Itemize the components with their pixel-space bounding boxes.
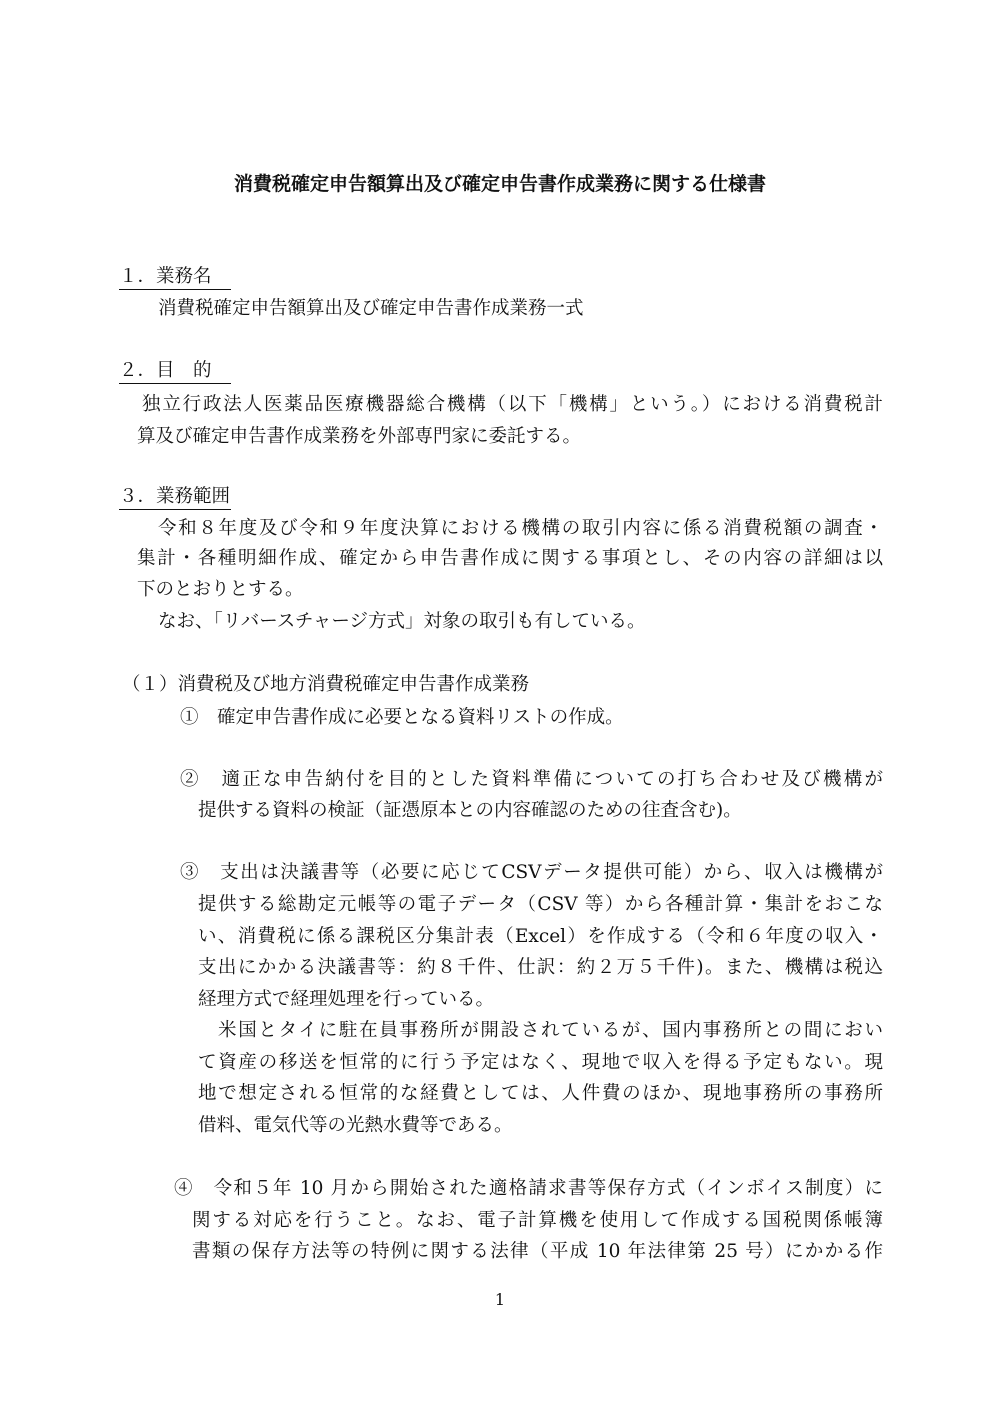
paragraph-line: 令和８年度及び令和９年度決算における機構の取引内容に係る消費税額の調査・ <box>158 518 883 539</box>
list-item-continuation: 米国とタイに駐在員事務所が開設されているが、国内事務所との間におい <box>218 1020 883 1041</box>
list-item: ② 適正な申告納付を目的とした資料準備についての打ち合わせ及び機構が <box>180 769 883 790</box>
paragraph-line: 算及び確定申告書作成業務を外部専門家に委託する。 <box>137 426 582 447</box>
paragraph-line: なお、「リバースチャージ方式」対象の取引も有している。 <box>158 611 646 632</box>
list-item-continuation: い、消費税に係る課税区分集計表（Excel）を作成する（令和６年度の収入・ <box>198 926 883 947</box>
list-item: ① 確定申告書作成に必要となる資料リストの作成。 <box>180 707 624 728</box>
list-item-continuation: 経理方式で経理処理を行っている。 <box>198 989 495 1010</box>
page-number: 1 <box>494 1290 506 1309</box>
section-body-business-name: 消費税確定申告額算出及び確定申告書作成業務一式 <box>158 298 584 319</box>
list-item: ④ 令和５年 10 月から開始された適格請求書等保存方式（インボイス制度）に <box>174 1178 883 1199</box>
document-title: 消費税確定申告額算出及び確定申告書作成業務に関する仕様書 <box>233 173 766 195</box>
section-heading-business-name: １．業務名 <box>119 268 231 290</box>
list-item-continuation: 借料、電気代等の光熱水費等である。 <box>198 1115 513 1136</box>
list-item-continuation: 地で想定される恒常的な経費としては、人件費のほか、現地事務所の事務所 <box>198 1083 883 1104</box>
section-heading-purpose: ２．目 的 <box>119 362 231 384</box>
list-item-continuation: 支出にかかる決議書等：約８千件、仕訳：約２万５千件)。また、機構は税込 <box>198 957 883 978</box>
list-item: ③ 支出は決議書等（必要に応じてCSVデータ提供可能）から、収入は機構が <box>180 862 883 883</box>
section-heading-scope: ３．業務範囲 <box>119 488 231 510</box>
paragraph-line: 独立行政法人医薬品医療機器総合機構（以下「機構」という。）における消費税計 <box>142 394 883 415</box>
list-item-continuation: 提供する総勘定元帳等の電子データ（CSV 等）から各種計算・集計をおこな <box>198 894 883 915</box>
list-item-continuation: て資産の移送を恒常的に行う予定はなく、現地で収入を得る予定もない。現 <box>198 1052 883 1073</box>
paragraph-line: 集計・各種明細作成、確定から申告書作成に関する事項とし、その内容の詳細は以 <box>137 548 883 569</box>
paragraph-line: 下のとおりとする。 <box>137 579 304 600</box>
subsection-heading: （１）消費税及び地方消費税確定申告書作成業務 <box>122 674 530 695</box>
list-item-continuation: 関する対応を行うこと。なお、電子計算機を使用して作成する国税関係帳簿 <box>192 1210 883 1231</box>
list-item-continuation: 提供する資料の検証（証憑原本との内容確認のための往査含む)。 <box>198 800 742 821</box>
list-item-continuation: 書類の保存方法等の特例に関する法律（平成 10 年法律第 25 号）にかかる作 <box>192 1241 883 1262</box>
